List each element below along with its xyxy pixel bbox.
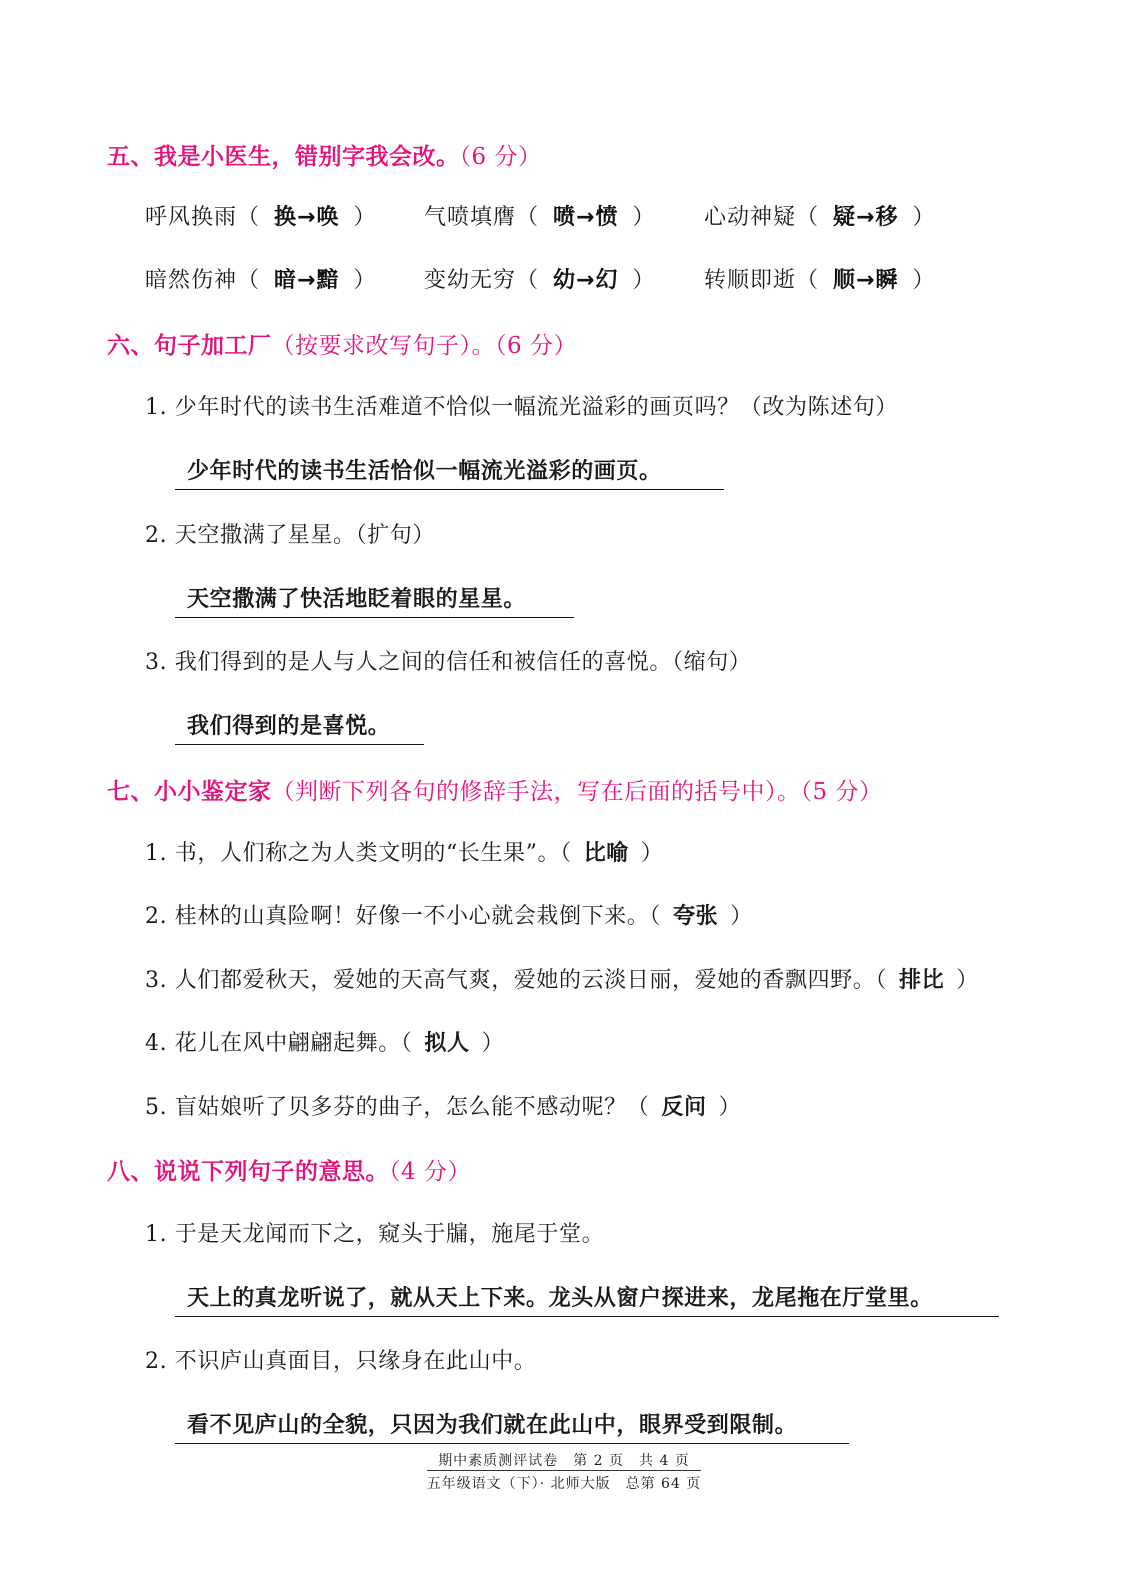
section-seven-heading [107, 773, 882, 806]
question-text: 花儿在风中翩翩起舞。（ [174, 1031, 413, 1056]
footer-line-2: 五年级语文（下）· 北师大版 总第 64 页 [427, 1470, 702, 1493]
pair-answer: 顺→瞬 [833, 268, 899, 293]
close-paren: ） [718, 1095, 742, 1120]
question-item [145, 390, 898, 421]
answer-line: 天空撒满了快活地眨着眼的星星。 [175, 582, 574, 618]
question-item [145, 899, 753, 930]
section-six-title: 六、句子加工厂 [107, 333, 272, 359]
section-five-title: 五、我是小医生，错别字我会改。 [107, 144, 460, 170]
pair-word: 气喷填膺 [424, 205, 517, 230]
question-number: 3. [145, 968, 168, 993]
question-item [145, 836, 664, 867]
question-number: 2. [145, 1349, 168, 1374]
section-five-score: （6 分） [459, 144, 542, 170]
answer-line: 我们得到的是喜悦。 [175, 709, 424, 745]
question-number: 1. [145, 841, 168, 866]
section-eight-heading [107, 1153, 471, 1186]
answer-line: 看不见庐山的全貌，只因为我们就在此山中，眼界受到限制。 [175, 1408, 849, 1444]
answer-line: 天上的真龙听说了，就从天上下来。龙头从窗户探进来，龙尾拖在厅堂里。 [175, 1281, 999, 1317]
rhetoric-answer: 比喻 [583, 841, 629, 866]
section-seven-requirement: （判断下列各句的修辞手法，写在后面的括号中） [271, 779, 777, 805]
question-item [145, 1344, 536, 1375]
question-number: 1. [145, 1222, 168, 1247]
pair-answer: 暗→黯 [274, 268, 340, 293]
question-number: 2. [145, 523, 168, 548]
section-five-heading [107, 138, 541, 171]
rhetoric-answer: 夸张 [673, 904, 719, 929]
close-paren: ） [481, 1031, 505, 1056]
correction-pair: 气喷填膺（ 喷→愤 ） [424, 205, 656, 230]
correction-pair: 心动神疑（ 疑→移 ） [704, 205, 936, 230]
correction-pair: 变幼无穷（ 幼→幻 ） [424, 268, 656, 293]
section-six-score: 。（6 分） [471, 333, 577, 359]
page-footer [0, 1450, 1128, 1493]
question-item [145, 1217, 604, 1248]
pair-answer: 喷→愤 [553, 205, 619, 230]
answer-line: 少年时代的读书生活恰似一幅流光溢彩的画页。 [175, 454, 724, 490]
question-number: 3. [145, 650, 168, 675]
pair-word: 转顺即逝 [704, 268, 797, 293]
correction-pair: 呼风换雨（ 换→唤 ） [145, 205, 377, 230]
close-paren: ） [640, 841, 664, 866]
pair-word: 呼风换雨 [145, 205, 238, 230]
pair-word: 暗然伤神 [145, 268, 238, 293]
rhetoric-answer: 拟人 [424, 1031, 470, 1056]
question-item [145, 963, 979, 994]
pair-word: 心动神疑 [704, 205, 797, 230]
section-six-heading [107, 327, 577, 360]
section-six-requirement: （按要求改写句子） [271, 333, 472, 359]
question-item [145, 645, 751, 676]
question-number: 1. [145, 395, 168, 420]
section-eight-title: 八、说说下列句子的意思。 [107, 1159, 389, 1185]
rhetoric-answer: 反问 [661, 1095, 707, 1120]
pair-answer: 幼→幻 [553, 268, 619, 293]
footer-line-1: 期中素质测评试卷 第 2 页 共 4 页 [438, 1453, 690, 1469]
question-text: 天空撒满了星星。（扩句） [174, 523, 435, 548]
rhetoric-answer: 排比 [899, 968, 945, 993]
question-text: 桂林的山真险啊！好像一不小心就会栽倒下来。（ [174, 904, 661, 929]
question-item [145, 1026, 504, 1057]
close-paren: ） [730, 904, 753, 929]
question-item [145, 1090, 741, 1121]
question-number: 4. [145, 1031, 168, 1056]
section-eight-score: （4 分） [389, 1159, 471, 1185]
question-text: 书，人们称之为人类文明的“长生果”。（ [174, 841, 572, 866]
question-number: 5. [145, 1095, 168, 1120]
section-seven-title: 七、小小鉴定家 [107, 779, 272, 805]
question-text: 少年时代的读书生活难道不恰似一幅流光溢彩的画页吗？（改为陈述句） [174, 395, 898, 420]
pair-word: 变幼无穷 [424, 268, 517, 293]
section-seven-score: 。（5 分） [777, 779, 883, 805]
question-text: 我们得到的是人与人之间的信任和被信任的喜悦。（缩句） [174, 650, 752, 675]
question-text: 盲姑娘听了贝多芬的曲子，怎么能不感动呢？（ [174, 1095, 650, 1120]
question-text: 于是天龙闻而下之，窥头于牖，施尾于堂。 [174, 1222, 605, 1247]
question-item [145, 518, 435, 549]
question-text: 不识庐山真面目，只缘身在此山中。 [174, 1349, 537, 1374]
pair-answer: 换→唤 [274, 205, 340, 230]
correction-pair: 暗然伤神（ 暗→黯 ） [145, 268, 377, 293]
question-text: 人们都爱秋天，爱她的天高气爽，爱她的云淡日丽，爱她的香飘四野。（ [174, 968, 887, 993]
correction-pair: 转顺即逝（ 顺→瞬 ） [704, 268, 936, 293]
pair-answer: 疑→移 [833, 205, 899, 230]
question-number: 2. [145, 904, 168, 929]
close-paren: ） [956, 968, 979, 993]
